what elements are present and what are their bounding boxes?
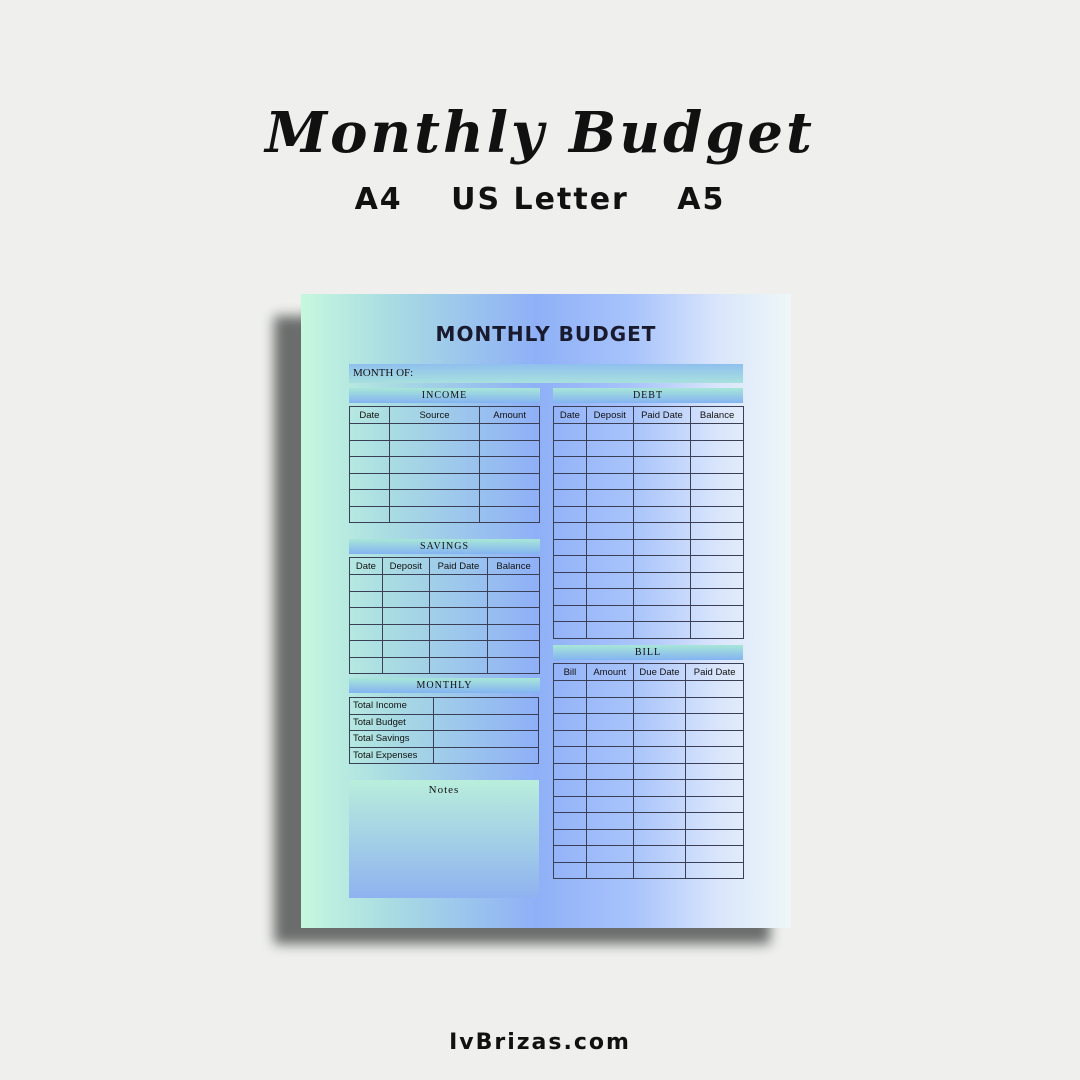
table-cell[interactable] bbox=[350, 591, 383, 608]
table-cell[interactable] bbox=[586, 424, 633, 441]
column-header: Source bbox=[389, 407, 479, 424]
table-cell[interactable] bbox=[554, 622, 587, 639]
table-cell[interactable] bbox=[633, 473, 691, 490]
table-row bbox=[350, 575, 540, 592]
table-cell[interactable] bbox=[382, 624, 429, 641]
table-cell[interactable] bbox=[691, 523, 744, 540]
table-row bbox=[554, 440, 744, 457]
table-row bbox=[554, 697, 744, 714]
total-row bbox=[350, 698, 539, 715]
table-cell[interactable] bbox=[586, 440, 633, 457]
table-cell[interactable] bbox=[586, 589, 633, 606]
table-cell[interactable] bbox=[389, 440, 479, 457]
table-row bbox=[554, 780, 744, 797]
column-header: Bill bbox=[554, 664, 587, 681]
format-list bbox=[0, 182, 1080, 217]
table-cell[interactable] bbox=[554, 506, 587, 523]
table-cell[interactable] bbox=[586, 490, 633, 507]
table-cell[interactable] bbox=[691, 490, 744, 507]
table-cell[interactable] bbox=[554, 747, 587, 764]
table-cell[interactable] bbox=[633, 697, 686, 714]
table-row bbox=[350, 657, 540, 674]
table-cell[interactable] bbox=[691, 605, 744, 622]
column-header: Paid Date bbox=[429, 558, 488, 575]
table-row bbox=[350, 440, 540, 457]
income-header: INCOME bbox=[349, 388, 540, 403]
table-row bbox=[554, 846, 744, 863]
column-header: Date bbox=[350, 407, 390, 424]
column-header: Balance bbox=[691, 407, 744, 424]
table-cell[interactable] bbox=[554, 457, 587, 474]
column-header: Deposit bbox=[382, 558, 429, 575]
table-cell[interactable] bbox=[350, 608, 383, 625]
table-cell[interactable] bbox=[633, 506, 691, 523]
table-row bbox=[350, 624, 540, 641]
table-cell[interactable] bbox=[586, 862, 633, 879]
table-header-row bbox=[350, 407, 540, 424]
table-row bbox=[554, 424, 744, 441]
table-cell[interactable] bbox=[480, 506, 540, 523]
table-row bbox=[554, 829, 744, 846]
table-cell[interactable] bbox=[382, 641, 429, 658]
table-cell[interactable] bbox=[633, 862, 686, 879]
table-cell[interactable] bbox=[633, 846, 686, 863]
table-row bbox=[554, 813, 744, 830]
table-cell[interactable] bbox=[389, 506, 479, 523]
table-cell[interactable] bbox=[554, 589, 587, 606]
table-cell[interactable] bbox=[586, 556, 633, 573]
table-cell[interactable] bbox=[691, 506, 744, 523]
table-cell[interactable] bbox=[633, 714, 686, 731]
table-cell[interactable] bbox=[429, 624, 488, 641]
table-cell[interactable] bbox=[633, 780, 686, 797]
table-row bbox=[350, 591, 540, 608]
table-cell[interactable] bbox=[586, 605, 633, 622]
table-header-row bbox=[350, 558, 540, 575]
table-cell[interactable] bbox=[429, 641, 488, 658]
table-cell[interactable] bbox=[686, 747, 744, 764]
table-cell[interactable] bbox=[586, 829, 633, 846]
table-cell[interactable] bbox=[633, 813, 686, 830]
table-cell[interactable] bbox=[633, 424, 691, 441]
table-cell[interactable] bbox=[691, 473, 744, 490]
table-cell[interactable] bbox=[488, 624, 540, 641]
table-cell[interactable] bbox=[350, 457, 390, 474]
table-cell[interactable] bbox=[350, 624, 383, 641]
table-cell[interactable] bbox=[350, 473, 390, 490]
table-cell[interactable] bbox=[554, 714, 587, 731]
column-header: Paid Date bbox=[633, 407, 691, 424]
total-value-cell[interactable] bbox=[433, 731, 538, 748]
table-cell[interactable] bbox=[480, 490, 540, 507]
table-cell[interactable] bbox=[633, 622, 691, 639]
table-cell[interactable] bbox=[488, 608, 540, 625]
table-cell[interactable] bbox=[691, 440, 744, 457]
table-cell[interactable] bbox=[586, 473, 633, 490]
table-cell[interactable] bbox=[686, 862, 744, 879]
table-cell[interactable] bbox=[554, 681, 587, 698]
table-cell[interactable] bbox=[554, 730, 587, 747]
table-cell[interactable] bbox=[586, 763, 633, 780]
table-row bbox=[554, 622, 744, 639]
total-value-cell[interactable] bbox=[433, 714, 538, 731]
table-cell[interactable] bbox=[429, 591, 488, 608]
site-url: IvBrizas.com bbox=[449, 1030, 631, 1055]
table-cell[interactable] bbox=[554, 440, 587, 457]
table-cell[interactable] bbox=[633, 605, 691, 622]
table-cell[interactable] bbox=[350, 575, 383, 592]
table-cell[interactable] bbox=[633, 681, 686, 698]
total-row bbox=[350, 714, 539, 731]
table-cell[interactable] bbox=[686, 730, 744, 747]
notes-label: Notes bbox=[428, 784, 460, 796]
table-header-row bbox=[554, 407, 744, 424]
table-cell[interactable] bbox=[691, 457, 744, 474]
table-row bbox=[554, 796, 744, 813]
column-header: Due Date bbox=[633, 664, 686, 681]
table-cell[interactable] bbox=[691, 424, 744, 441]
table-cell[interactable] bbox=[586, 747, 633, 764]
table-cell[interactable] bbox=[554, 539, 587, 556]
table-cell[interactable] bbox=[554, 605, 587, 622]
table-cell[interactable] bbox=[488, 575, 540, 592]
table-cell[interactable] bbox=[686, 780, 744, 797]
table-row bbox=[350, 608, 540, 625]
table-cell[interactable] bbox=[350, 424, 390, 441]
total-label: Total Expenses bbox=[350, 747, 434, 764]
total-label: Total Income bbox=[350, 698, 434, 715]
format-us-letter: US Letter bbox=[451, 182, 629, 217]
table-cell[interactable] bbox=[586, 796, 633, 813]
notes-box[interactable] bbox=[349, 780, 539, 898]
table-cell[interactable] bbox=[691, 622, 744, 639]
format-a5: A5 bbox=[677, 182, 726, 217]
table-cell[interactable] bbox=[382, 575, 429, 592]
table-cell[interactable] bbox=[488, 641, 540, 658]
column-header: Deposit bbox=[586, 407, 633, 424]
table-cell[interactable] bbox=[480, 457, 540, 474]
table-cell[interactable] bbox=[633, 572, 691, 589]
sheet-title: MONTHLY BUDGET bbox=[435, 322, 657, 346]
table-cell[interactable] bbox=[350, 657, 383, 674]
table-cell[interactable] bbox=[382, 657, 429, 674]
table-row bbox=[554, 589, 744, 606]
income-table bbox=[349, 406, 540, 523]
table-cell[interactable] bbox=[633, 589, 691, 606]
table-row bbox=[554, 730, 744, 747]
bill-table bbox=[553, 663, 744, 879]
table-row bbox=[554, 605, 744, 622]
column-header: Balance bbox=[488, 558, 540, 575]
table-cell[interactable] bbox=[691, 589, 744, 606]
table-cell[interactable] bbox=[586, 506, 633, 523]
table-cell[interactable] bbox=[389, 490, 479, 507]
table-cell[interactable] bbox=[633, 730, 686, 747]
table-row bbox=[554, 862, 744, 879]
table-row bbox=[554, 490, 744, 507]
table-row bbox=[350, 641, 540, 658]
table-row bbox=[554, 714, 744, 731]
table-cell[interactable] bbox=[350, 490, 390, 507]
table-cell[interactable] bbox=[554, 572, 587, 589]
savings-table bbox=[349, 557, 540, 674]
table-cell[interactable] bbox=[554, 829, 587, 846]
monthly-totals-table bbox=[349, 697, 539, 764]
table-cell[interactable] bbox=[633, 539, 691, 556]
table-header-row bbox=[554, 664, 744, 681]
table-cell[interactable] bbox=[686, 763, 744, 780]
table-cell[interactable] bbox=[554, 763, 587, 780]
table-cell[interactable] bbox=[480, 424, 540, 441]
table-cell[interactable] bbox=[554, 780, 587, 797]
bill-header: BILL bbox=[553, 645, 743, 660]
table-cell[interactable] bbox=[382, 608, 429, 625]
table-cell[interactable] bbox=[350, 506, 390, 523]
table-row bbox=[554, 556, 744, 573]
table-cell[interactable] bbox=[488, 591, 540, 608]
total-value-cell[interactable] bbox=[433, 747, 538, 764]
table-row bbox=[350, 490, 540, 507]
column-header: Date bbox=[554, 407, 587, 424]
table-cell[interactable] bbox=[691, 572, 744, 589]
table-cell[interactable] bbox=[429, 575, 488, 592]
table-cell[interactable] bbox=[389, 473, 479, 490]
table-cell[interactable] bbox=[586, 523, 633, 540]
table-cell[interactable] bbox=[633, 490, 691, 507]
table-cell[interactable] bbox=[554, 490, 587, 507]
table-cell[interactable] bbox=[691, 556, 744, 573]
debt-header: DEBT bbox=[553, 388, 743, 403]
table-cell[interactable] bbox=[554, 862, 587, 879]
table-cell[interactable] bbox=[686, 796, 744, 813]
table-cell[interactable] bbox=[586, 714, 633, 731]
table-cell[interactable] bbox=[350, 440, 390, 457]
table-cell[interactable] bbox=[633, 457, 691, 474]
table-cell[interactable] bbox=[480, 473, 540, 490]
page-title: Monthly Budget bbox=[265, 100, 815, 166]
table-cell[interactable] bbox=[554, 556, 587, 573]
table-row bbox=[554, 763, 744, 780]
table-row bbox=[350, 457, 540, 474]
table-cell[interactable] bbox=[480, 440, 540, 457]
debt-table bbox=[553, 406, 744, 639]
table-cell[interactable] bbox=[586, 813, 633, 830]
total-label: Total Budget bbox=[350, 714, 434, 731]
table-cell[interactable] bbox=[382, 591, 429, 608]
table-row bbox=[554, 473, 744, 490]
table-row bbox=[554, 523, 744, 540]
table-row bbox=[554, 681, 744, 698]
total-row bbox=[350, 747, 539, 764]
table-row bbox=[350, 506, 540, 523]
savings-header: SAVINGS bbox=[349, 539, 540, 554]
table-cell[interactable] bbox=[586, 622, 633, 639]
table-cell[interactable] bbox=[554, 846, 587, 863]
table-cell[interactable] bbox=[586, 681, 633, 698]
format-a4: A4 bbox=[354, 182, 403, 217]
table-cell[interactable] bbox=[586, 780, 633, 797]
budget-sheet bbox=[301, 294, 791, 928]
table-cell[interactable] bbox=[554, 697, 587, 714]
table-row bbox=[554, 457, 744, 474]
table-row bbox=[350, 424, 540, 441]
table-cell[interactable] bbox=[633, 440, 691, 457]
table-cell[interactable] bbox=[429, 608, 488, 625]
table-row bbox=[554, 539, 744, 556]
table-cell[interactable] bbox=[488, 657, 540, 674]
table-cell[interactable] bbox=[686, 846, 744, 863]
column-header: Date bbox=[350, 558, 383, 575]
table-cell[interactable] bbox=[586, 539, 633, 556]
table-cell[interactable] bbox=[429, 657, 488, 674]
table-row bbox=[554, 506, 744, 523]
table-cell[interactable] bbox=[686, 681, 744, 698]
table-cell[interactable] bbox=[554, 424, 587, 441]
table-cell[interactable] bbox=[554, 473, 587, 490]
table-cell[interactable] bbox=[389, 424, 479, 441]
table-row bbox=[350, 473, 540, 490]
table-cell[interactable] bbox=[633, 763, 686, 780]
total-value-cell[interactable] bbox=[433, 698, 538, 715]
table-row bbox=[554, 572, 744, 589]
column-header: Amount bbox=[586, 664, 633, 681]
total-label: Total Savings bbox=[350, 731, 434, 748]
table-cell[interactable] bbox=[633, 747, 686, 764]
table-cell[interactable] bbox=[554, 796, 587, 813]
column-header: Paid Date bbox=[686, 664, 744, 681]
table-cell[interactable] bbox=[686, 714, 744, 731]
table-cell[interactable] bbox=[554, 523, 587, 540]
table-cell[interactable] bbox=[686, 813, 744, 830]
total-row bbox=[350, 731, 539, 748]
table-cell[interactable] bbox=[633, 523, 691, 540]
table-cell[interactable] bbox=[633, 829, 686, 846]
table-cell[interactable] bbox=[586, 846, 633, 863]
month-of-field: MONTH OF: bbox=[349, 364, 743, 383]
table-cell[interactable] bbox=[691, 539, 744, 556]
table-row bbox=[554, 747, 744, 764]
table-cell[interactable] bbox=[686, 829, 744, 846]
table-cell[interactable] bbox=[633, 556, 691, 573]
monthly-header: MONTHLY bbox=[349, 678, 540, 693]
table-cell[interactable] bbox=[554, 813, 587, 830]
table-cell[interactable] bbox=[586, 457, 633, 474]
table-cell[interactable] bbox=[586, 572, 633, 589]
column-header: Amount bbox=[480, 407, 540, 424]
table-cell[interactable] bbox=[389, 457, 479, 474]
table-cell[interactable] bbox=[686, 697, 744, 714]
table-cell[interactable] bbox=[350, 641, 383, 658]
table-cell[interactable] bbox=[586, 697, 633, 714]
table-cell[interactable] bbox=[586, 730, 633, 747]
table-cell[interactable] bbox=[633, 796, 686, 813]
